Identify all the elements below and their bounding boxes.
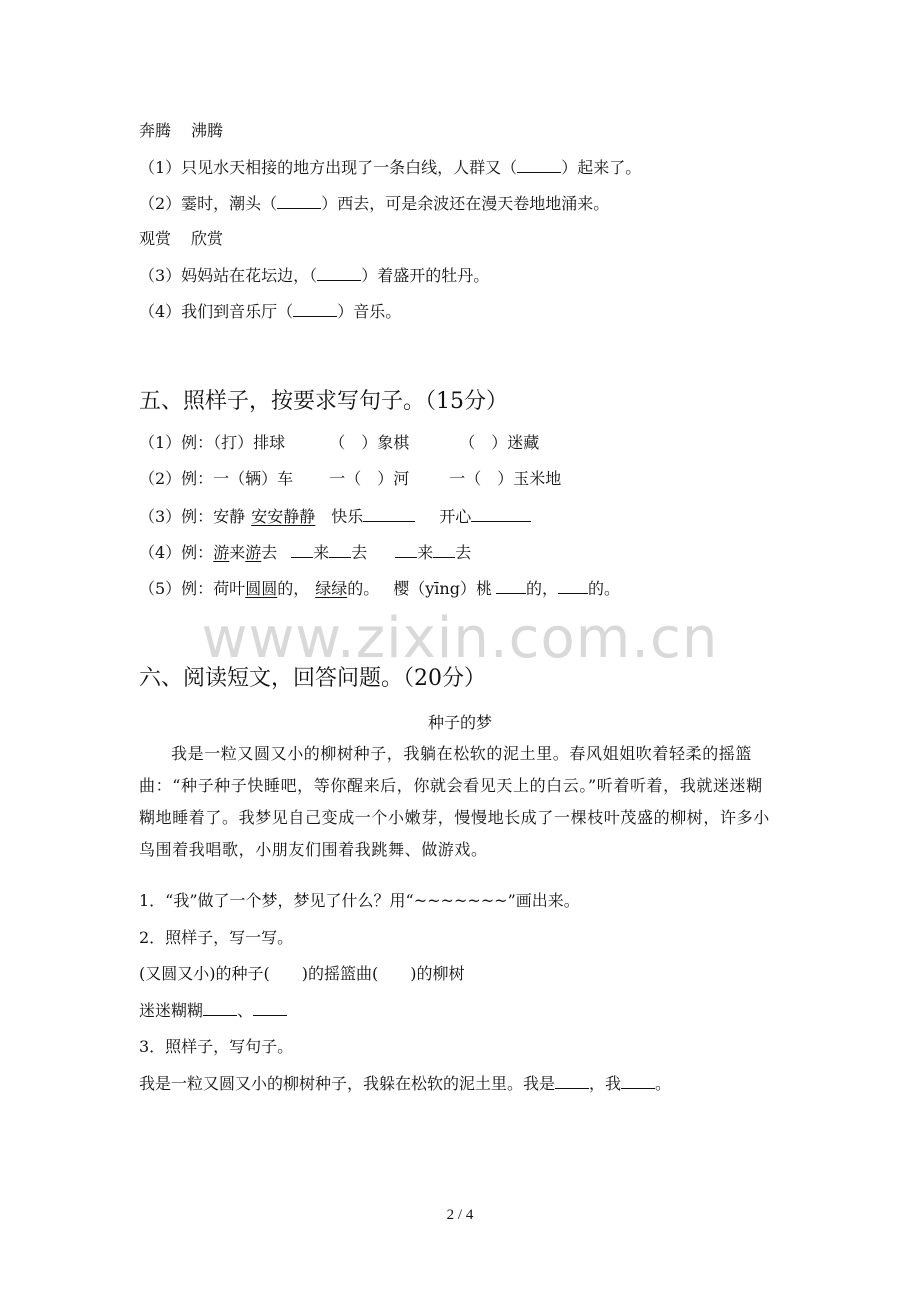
question-3-title: 3．照样子，写句子。 [139, 1037, 294, 1056]
fill-sentence-3: （3）妈妈站在花坛边，（ ）着盛开的牡丹。 [139, 266, 490, 285]
fill-sentence-4: （4）我们到音乐厅（ ）音乐。 [139, 302, 402, 321]
answer-blank[interactable] [558, 578, 588, 594]
answer-blank[interactable] [317, 265, 361, 281]
answer-blank[interactable] [329, 542, 351, 558]
example-answer: 圆圆 [245, 579, 278, 598]
answer-blank[interactable] [253, 1000, 287, 1016]
word-choice: 奔腾 [139, 121, 172, 140]
exercise-1: （1）例：（打）排球 （ ）象棋 （ ）迷藏 [139, 433, 540, 452]
passage-title: 种子的梦 [427, 713, 492, 732]
word-choice-row-2 [139, 229, 223, 249]
example-answer: 游 [245, 543, 262, 562]
question-2-line-2: 迷迷糊糊 、 [139, 1000, 287, 1021]
answer-blank[interactable] [277, 193, 321, 209]
question-2-title: 2．照样子，写一写。 [139, 928, 294, 947]
question-2-line-1: (又圆又小)的种子( )的摇篮曲( )的柳树 [139, 964, 465, 983]
word-choice: 观赏 [139, 229, 172, 248]
word-choice-row-1 [139, 121, 223, 141]
fill-sentence-1: （1）只见水天相接的地方出现了一条白线，人群又（ ）起来了。 [139, 158, 642, 177]
answer-blank[interactable] [555, 1073, 589, 1089]
answer-blank[interactable] [496, 578, 526, 594]
exercise-2: （2）例：一（辆）车 一（ ）河 一（ ）玉米地 [139, 469, 562, 488]
section-6-title: 六、阅读短文，回答问题。（20分） [139, 666, 486, 691]
passage-body: 我是一粒又圆又小的柳树种子，我躺在松软的泥土里。春风姐姐吹着轻柔的摇篮曲：“种子种子快睡吧，等你醒来后，你就会看见天上的白云。”听着听着，我就迷迷糊糊地睡着了。我梦见自己变成一个小嫩芽，慢慢地长成了一棵枝叶茂盛的柳树，许多小鸟围着我唱歌，小朋友们围着我跳舞、做游戏。 [139, 744, 770, 859]
answer-blank[interactable] [293, 301, 337, 317]
word-choice: 欣赏 [191, 229, 224, 248]
example-answer: 绿绿 [315, 579, 348, 598]
answer-blank[interactable] [291, 542, 313, 558]
answer-blank[interactable] [203, 1000, 237, 1016]
question-1: 1．“我”做了一个梦，梦见了什么？用“~~~~~~~”画出来。 [139, 891, 580, 910]
word-choice: 沸腾 [191, 121, 224, 140]
example-answer: 游 [213, 543, 230, 562]
exercise-3: （3）例：安静 安安静静 快乐 开心 [139, 506, 531, 527]
answer-blank[interactable] [517, 157, 561, 173]
page-number: 2 / 4 [446, 1207, 474, 1223]
watermark: www.zixin.com.cn [201, 606, 719, 671]
answer-blank[interactable] [395, 542, 417, 558]
answer-blank[interactable] [363, 506, 415, 522]
fill-sentence-2: （2）霎时，潮头（ ）西去，可是余波还在漫天卷地地涌来。 [139, 194, 610, 213]
question-3-line: 我是一粒又圆又小的柳树种子，我躲在松软的泥土里。我是 ，我 。 [139, 1074, 672, 1093]
example-answer: 安安静静 [251, 507, 316, 526]
answer-blank[interactable] [433, 542, 455, 558]
answer-blank[interactable] [471, 506, 531, 522]
exercise-5: （5）例：荷叶圆圆的， 绿绿的。 樱（yīng）桃 的， 的。 [139, 579, 620, 598]
answer-blank[interactable] [621, 1073, 655, 1089]
section-5-title: 五、照样子，按要求写句子。（15分） [139, 389, 508, 414]
exercise-4: （4）例：游来游去 来 去 来 去 [139, 543, 472, 562]
